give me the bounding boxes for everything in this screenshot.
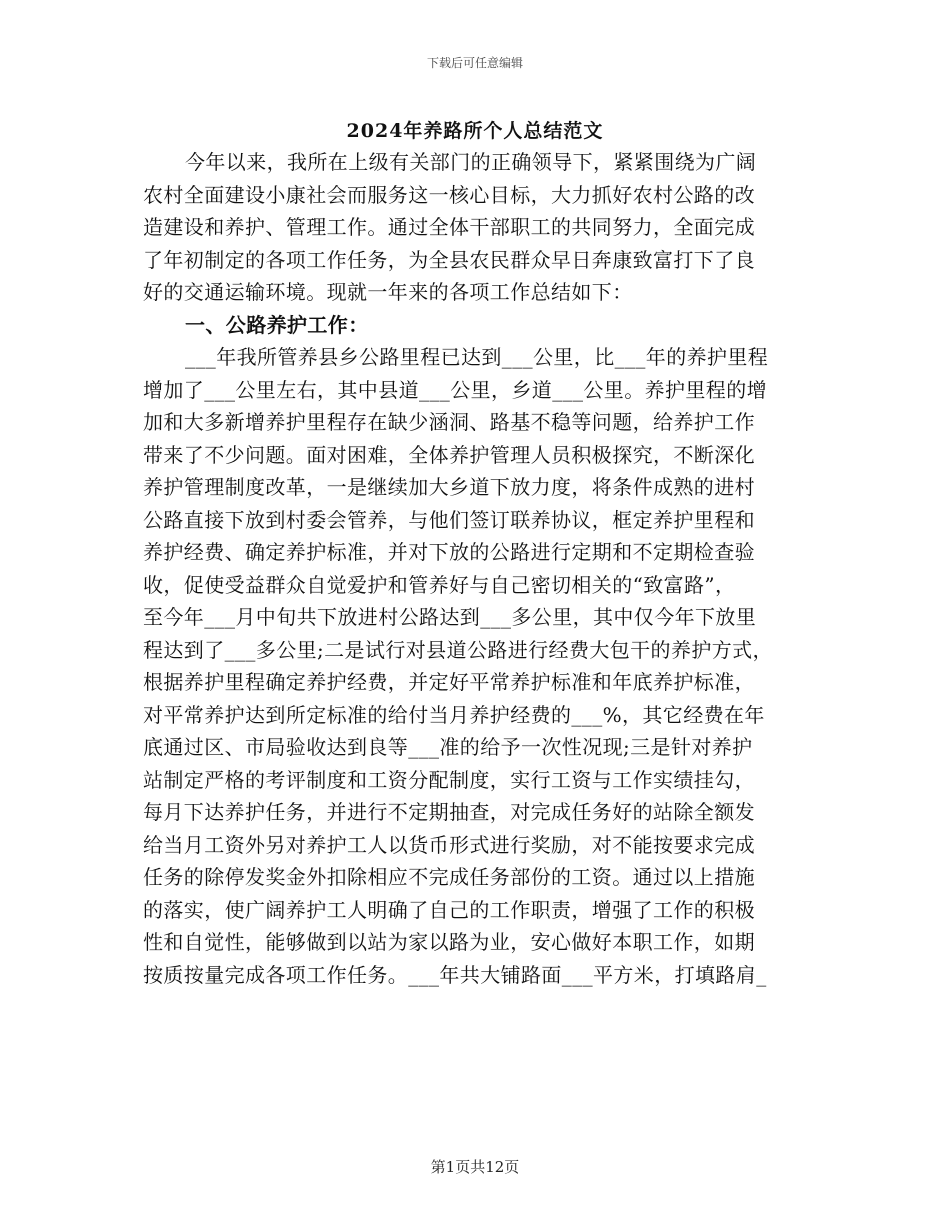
paragraph-line: 今年以来，我所在上级有关部门的正确领导下，紧紧围绕为广阔 <box>185 150 757 174</box>
document-body <box>143 146 813 991</box>
section-heading: 一、公路养护工作： <box>185 312 369 337</box>
paragraph-line: 至今年___月中旬共下放进村公路达到___多公里，其中仅今年下放里 <box>143 605 757 629</box>
document-title: 2024年养路所个人总结范文 <box>346 120 604 142</box>
page-number: 第1页共12页 <box>430 1158 520 1176</box>
paragraph-line: 造建设和养护、管理工作。通过全体干部职工的共同努力，全面完成 <box>143 215 755 239</box>
paragraph-line: 农村全面建设小康社会而服务这一核心目标，大力抓好农村公路的改 <box>143 182 755 207</box>
paragraph-line: 对平常养护达到所定标准的给付当月养护经费的___%，其它经费在年 <box>143 702 765 727</box>
paragraph-line: 根据养护里程确定养护经费，并定好平常养护标准和年底养护标准， <box>143 670 755 694</box>
paragraph-line: 按质按量完成各项工作任务。___年共大铺路面___平方米，打填路肩_ <box>143 962 767 987</box>
paragraph-line: 公路直接下放到村委会管养，与他们签订联养协议，框定养护里程和 <box>143 507 755 532</box>
paragraph-line: 站制定严格的考评制度和工资分配制度，实行工资与工作实绩挂勾， <box>143 767 755 792</box>
paragraph-line: 好的交通运输环境。现就一年来的各项工作总结如下： <box>143 280 633 304</box>
paragraph-line: 底通过区、市局验收达到良等___准的给予一次性况现;三是针对养护 <box>143 735 753 759</box>
header-note: 下载后可任意编辑 <box>426 56 523 70</box>
paragraph-line: 了年初制定的各项工作任务，为全县农民群众早日奔康致富打下了良 <box>143 247 755 272</box>
paragraph-line: 养护经费、确定养护标准，并对下放的公路进行定期和不定期检查验 <box>143 540 755 564</box>
paragraph-line: ___年我所管养县乡公路里程已达到___公里，比___年的养护里程 <box>185 345 769 369</box>
paragraph-line: 收，促使受益群众自觉爱护和管养好与自己密切相关的“致富路”， <box>143 572 736 597</box>
paragraph-line: 性和自觉性，能够做到以站为家以路为业，安心做好本职工作，如期 <box>143 930 755 954</box>
paragraph-line: 的落实，使广阔养护工人明确了自己的工作职责，增强了工作的积极 <box>143 897 755 922</box>
paragraph-line: 给当月工资外另对养护工人以货币形式进行奖励，对不能按要求完成 <box>143 832 755 857</box>
paragraph-line: 程达到了___多公里;二是试行对县道公路进行经费大包干的养护方式， <box>143 637 773 662</box>
paragraph-line: 加和大多新增养护里程存在缺少涵洞、路基不稳等问题，给养护工作 <box>143 410 755 434</box>
paragraph-line: 增加了___公里左右，其中县道___公里，乡道___公里。养护里程的增 <box>143 377 767 402</box>
paragraph-line: 带来了不少问题。面对困难，全体养护管理人员积极探究，不断深化 <box>143 442 755 467</box>
paragraph-line: 养护管理制度改革，一是继续加大乡道下放力度，将条件成熟的进村 <box>143 475 755 499</box>
paragraph-line: 任务的除停发奖金外扣除相应不完成任务部份的工资。通过以上措施 <box>143 865 755 889</box>
paragraph-line: 每月下达养护任务，并进行不定期抽查，对完成任务好的站除全额发 <box>143 800 755 824</box>
